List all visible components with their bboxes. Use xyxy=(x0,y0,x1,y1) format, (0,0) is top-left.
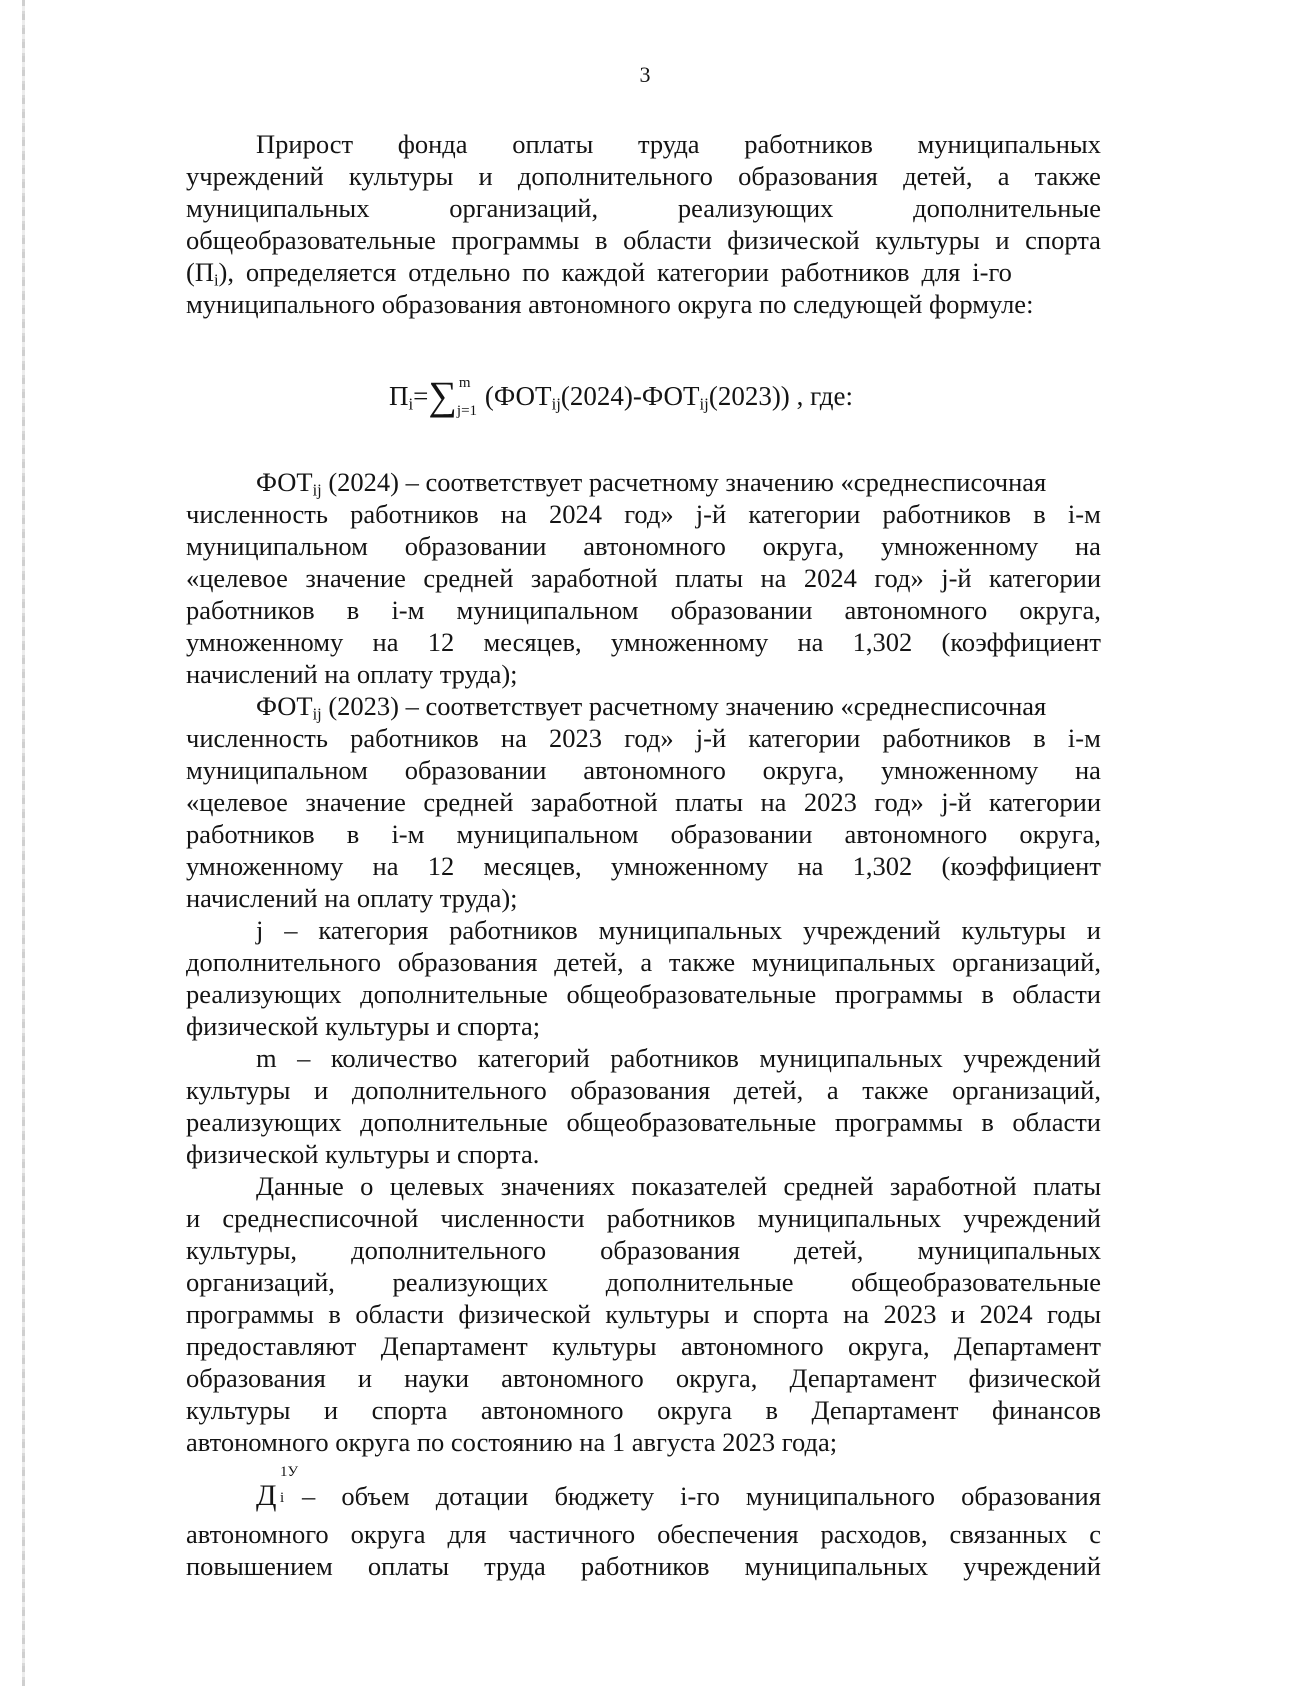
word: округа xyxy=(657,1395,732,1425)
word: образования xyxy=(738,161,878,191)
word: «целевое xyxy=(186,563,288,593)
def-m-line-3 xyxy=(186,1106,1101,1138)
word: 12 xyxy=(427,627,455,657)
data-para-line-7 xyxy=(186,1362,1101,1394)
word: 2024 xyxy=(803,563,857,593)
word: также xyxy=(1034,161,1101,191)
word: дополнительного xyxy=(517,161,713,191)
word: в xyxy=(981,1107,994,1137)
word: (коэффициент xyxy=(941,851,1101,881)
def2023-line-6 xyxy=(186,850,1101,882)
word: работников xyxy=(580,1551,710,1581)
word: год» xyxy=(624,499,674,529)
def-j-line-3 xyxy=(186,978,1101,1010)
word: культуры, xyxy=(186,1235,298,1265)
word: муниципальных xyxy=(598,915,783,945)
formula-close: (2023)) xyxy=(708,381,790,411)
word: муниципальных xyxy=(751,947,936,977)
word: реализующих xyxy=(392,1267,549,1297)
word: реализующих xyxy=(677,193,834,223)
word: муниципальном xyxy=(186,755,368,785)
word: умноженному xyxy=(880,531,1039,561)
word: и xyxy=(724,1299,739,1329)
word: муниципальном xyxy=(186,531,368,561)
formula-fot-2: (2024)-ФОТ xyxy=(560,381,700,411)
word: и xyxy=(1086,915,1101,945)
word: муниципальном xyxy=(456,595,639,625)
def2024-line-7: начислений на оплату труда); xyxy=(186,659,518,689)
word: муниципальных xyxy=(186,193,370,223)
word: годы xyxy=(1047,1299,1101,1329)
word: автономного xyxy=(844,595,988,625)
word: работников xyxy=(882,723,1012,753)
word: и xyxy=(357,1363,373,1393)
word: на xyxy=(1075,531,1101,561)
word: 2023 xyxy=(883,1299,937,1329)
word: культуры xyxy=(186,1395,291,1425)
word: программы xyxy=(451,225,580,255)
word: и xyxy=(314,1075,329,1105)
word: год» xyxy=(624,723,674,753)
word: 2023 xyxy=(803,787,857,817)
word: автономного xyxy=(583,531,726,561)
word: категории xyxy=(989,787,1101,817)
word: на xyxy=(760,787,787,817)
word: науки xyxy=(404,1363,470,1393)
word: в xyxy=(346,595,360,625)
def-d-line-1 xyxy=(256,1464,1101,1516)
word: округа xyxy=(350,1519,426,1549)
word: образования xyxy=(570,1075,711,1105)
word: 12 xyxy=(427,851,455,881)
def2024-line-5 xyxy=(186,594,1101,626)
def2024-line-3 xyxy=(186,530,1101,562)
page-number: 3 xyxy=(639,62,651,87)
word: численность xyxy=(186,499,328,529)
word: реализующих xyxy=(186,1107,342,1137)
data-para-line-6 xyxy=(186,1330,1101,1362)
word: образовании xyxy=(404,531,547,561)
word: физической xyxy=(727,225,860,255)
word: дополнительного xyxy=(351,1075,547,1105)
word: оплаты xyxy=(512,129,594,159)
word: i-м xyxy=(1067,499,1101,529)
word: культуры xyxy=(961,915,1066,945)
word: в xyxy=(765,1395,778,1425)
word: платы xyxy=(675,787,743,817)
word: образовании xyxy=(670,819,813,849)
pi-subscript: i xyxy=(213,270,219,290)
word: также xyxy=(862,1075,929,1105)
word: предоставляют xyxy=(186,1331,357,1361)
word: автономного xyxy=(680,1331,824,1361)
pi-symbol: (П xyxy=(186,257,214,287)
word: «целевое xyxy=(186,787,288,817)
word: учреждений xyxy=(802,915,941,945)
word: учреждений xyxy=(963,1551,1101,1581)
word: образовании xyxy=(670,595,813,625)
sum-lower-limit: j=1 xyxy=(456,403,478,419)
def-d-line-3 xyxy=(186,1550,1101,1582)
word: 2024 xyxy=(979,1299,1033,1329)
fot-subscript: ij xyxy=(312,704,322,724)
word: работников xyxy=(186,595,315,625)
word: средней xyxy=(423,563,514,593)
def2023-line-2 xyxy=(186,722,1101,754)
word: Департамент xyxy=(811,1395,959,1425)
word: категории xyxy=(748,499,861,529)
word: детей, xyxy=(733,1075,804,1105)
word: физической xyxy=(458,1299,591,1329)
word: j xyxy=(256,915,264,945)
word: (коэффициент xyxy=(941,627,1101,657)
word: работников xyxy=(882,499,1012,529)
word: детей, xyxy=(554,947,624,977)
word: дополнительные xyxy=(360,979,548,1009)
def2023-line-1-text: (2023) – соответствует расчетному значению «среднесписочная xyxy=(321,691,1047,721)
word: финансов xyxy=(991,1395,1101,1425)
word: фонда xyxy=(397,129,468,159)
word: Департамент xyxy=(954,1331,1101,1361)
word: умноженному xyxy=(610,627,769,657)
formula xyxy=(389,368,949,424)
formula-lhs-subscript: i xyxy=(408,394,414,414)
word: месяцев, xyxy=(483,627,582,657)
def2024-line-6 xyxy=(186,626,1101,658)
word: в xyxy=(981,979,994,1009)
formula-fot-1: (ФОТ xyxy=(484,381,552,411)
def-m-line-1 xyxy=(256,1042,1101,1074)
scan-edge-artifact xyxy=(22,0,25,1686)
word: на xyxy=(797,627,824,657)
data-para-line-5 xyxy=(186,1298,1101,1330)
word: культуры xyxy=(348,161,454,191)
word: детей, xyxy=(903,161,973,191)
word: реализующих xyxy=(186,979,342,1009)
word: бюджету xyxy=(554,1481,655,1511)
word: спорта xyxy=(371,1395,448,1425)
def-j-line-4: физической культуры и спорта; xyxy=(186,1011,541,1041)
word: обеспечения xyxy=(657,1519,799,1549)
word: повышением xyxy=(186,1551,333,1581)
word: в xyxy=(1033,499,1046,529)
word: культуры xyxy=(186,1075,291,1105)
word: области xyxy=(1012,979,1101,1009)
word: i-м xyxy=(391,819,425,849)
word: образования xyxy=(961,1481,1101,1511)
word: а xyxy=(640,947,653,977)
word: i-м xyxy=(1067,723,1101,753)
word: и xyxy=(478,161,493,191)
word: муниципальных xyxy=(759,1043,943,1073)
dotation-letter: Д xyxy=(256,1479,277,1512)
word: работников xyxy=(610,1043,739,1073)
word: труда xyxy=(637,129,700,159)
word: средней xyxy=(783,1171,874,1201)
word: общеобразовательные xyxy=(186,225,436,255)
para1-line-2 xyxy=(186,160,1101,192)
word: 2024 xyxy=(549,499,603,529)
word: j-й xyxy=(695,499,727,529)
word: категории xyxy=(748,723,861,753)
word: платы xyxy=(1033,1171,1101,1201)
word: – xyxy=(284,915,298,945)
sum-limits xyxy=(457,377,483,417)
word: дополнительные xyxy=(360,1107,548,1137)
word: детей, xyxy=(794,1235,864,1265)
word: образовании xyxy=(404,755,547,785)
para1-line-5 xyxy=(186,256,1101,288)
word: показателей xyxy=(631,1171,768,1201)
word: округа, xyxy=(1019,819,1101,849)
word: категорий xyxy=(477,1043,590,1073)
word: и xyxy=(186,1203,201,1233)
word: m xyxy=(256,1043,277,1073)
word: работников xyxy=(606,1203,736,1233)
word: на xyxy=(372,627,399,657)
word: учреждений xyxy=(963,1203,1101,1233)
word: работников xyxy=(350,499,479,529)
def-d-line-1-text xyxy=(302,1476,1101,1516)
data-para-line-3 xyxy=(186,1234,1101,1266)
formula-subscript-ij-2: ij xyxy=(699,394,709,414)
word: численности xyxy=(440,1203,585,1233)
word: i-м xyxy=(391,595,425,625)
word: округа, xyxy=(762,755,845,785)
word: культуры xyxy=(605,1299,710,1329)
word: расходов, xyxy=(820,1519,928,1549)
word: значениях xyxy=(500,1171,615,1201)
word: работников xyxy=(744,129,873,159)
fot-symbol: ФОТ xyxy=(256,691,313,721)
word: j-й xyxy=(941,787,972,817)
word: спорта xyxy=(752,1299,829,1329)
word: на xyxy=(843,1299,870,1329)
word: Данные xyxy=(256,1171,344,1201)
word: частичного xyxy=(508,1519,636,1549)
word: и xyxy=(995,225,1010,255)
word: на xyxy=(1075,755,1101,785)
word: на xyxy=(500,499,527,529)
word: о xyxy=(360,1171,374,1201)
def-j-line-2 xyxy=(186,946,1101,978)
word: на xyxy=(372,851,399,881)
word: а xyxy=(826,1075,839,1105)
word: дополнительного xyxy=(351,1235,547,1265)
para1-line-5-text: ), определяется отдельно по каждой категории работников для i-го xyxy=(218,257,1012,287)
word: в xyxy=(346,819,360,849)
def2024-line-1 xyxy=(256,466,1101,498)
word: целевых xyxy=(389,1171,485,1201)
word: учреждений xyxy=(186,161,324,191)
data-para-line-1 xyxy=(256,1170,1101,1202)
word: спорта xyxy=(1025,225,1101,255)
word: области xyxy=(623,225,712,255)
word: значение xyxy=(305,563,406,593)
word: дотации xyxy=(435,1481,529,1511)
word: муниципального xyxy=(745,1481,936,1511)
word: организаций, xyxy=(952,1075,1101,1105)
word: i-го xyxy=(680,1481,720,1511)
word: год» xyxy=(874,563,924,593)
word: автономного xyxy=(480,1395,624,1425)
def2023-line-3 xyxy=(186,754,1101,786)
formula-where: , где: xyxy=(789,381,854,411)
word: на xyxy=(760,563,787,593)
word: округа, xyxy=(762,531,845,561)
def2024-line-2 xyxy=(186,498,1101,530)
word: объем xyxy=(341,1481,410,1511)
sum-sign: ∑ xyxy=(428,373,457,418)
word: умноженному xyxy=(186,851,344,881)
def-j-line-1 xyxy=(256,914,1101,946)
def2023-line-5 xyxy=(186,818,1101,850)
word: j-й xyxy=(695,723,727,753)
word: а xyxy=(997,161,1010,191)
word: дополнительного xyxy=(186,947,381,977)
word: в xyxy=(594,225,608,255)
word: в xyxy=(328,1299,341,1329)
word: заработной xyxy=(530,787,658,817)
word: области xyxy=(1012,1107,1101,1137)
word: среднесписочной xyxy=(222,1203,419,1233)
word: автономного xyxy=(186,1519,329,1549)
word: месяцев, xyxy=(483,851,582,881)
word: количество xyxy=(330,1043,458,1073)
word: автономного xyxy=(583,755,726,785)
word: дополнительные xyxy=(913,193,1101,223)
data-para-line-8 xyxy=(186,1394,1101,1426)
word: округа, xyxy=(848,1331,930,1361)
formula-subscript-ij-1: ij xyxy=(551,394,561,414)
para1-line-6: муниципального образования автономного округа по следующей формуле: xyxy=(186,289,1034,319)
def-m-line-4: физической культуры и спорта. xyxy=(186,1139,540,1169)
data-para-line-2 xyxy=(186,1202,1101,1234)
word: и xyxy=(950,1299,966,1329)
word: 2023 xyxy=(549,723,603,753)
word: труда xyxy=(484,1551,546,1581)
word: категория xyxy=(318,915,429,945)
word: муниципальных xyxy=(757,1203,942,1233)
word: – xyxy=(302,1481,316,1511)
word: связанных xyxy=(949,1519,1068,1549)
dotation-symbol xyxy=(256,1464,302,1516)
word: культуры xyxy=(875,225,980,255)
word: общеобразовательные xyxy=(851,1267,1101,1297)
word: работников xyxy=(449,915,578,945)
word: численность xyxy=(186,723,328,753)
word: умноженному xyxy=(610,851,769,881)
word: организаций, xyxy=(186,1267,335,1297)
word: умноженному xyxy=(186,627,344,657)
word: также xyxy=(668,947,736,977)
word: – xyxy=(297,1043,311,1073)
para1-line-1 xyxy=(256,128,1101,160)
word: оплаты xyxy=(367,1551,450,1581)
word: муниципальном xyxy=(456,819,639,849)
word: Прирост xyxy=(256,129,354,159)
word: j-й xyxy=(941,563,972,593)
fot-subscript: ij xyxy=(312,480,322,500)
def-d-line-2 xyxy=(186,1518,1101,1550)
word: образования xyxy=(397,947,538,977)
word: организаций, xyxy=(952,947,1101,977)
word: муниципальных xyxy=(744,1551,929,1581)
word: 1,302 xyxy=(852,851,913,881)
word: работников xyxy=(186,819,315,849)
word: области xyxy=(355,1299,444,1329)
data-para-line-4 xyxy=(186,1266,1101,1298)
word: автономного xyxy=(844,819,988,849)
word: год» xyxy=(874,787,924,817)
def2024-line-1-text: (2024) – соответствует расчетному значению «среднесписочная xyxy=(321,467,1047,497)
para1-line-3 xyxy=(186,192,1101,224)
word: общеобразовательные xyxy=(566,979,817,1009)
def2023-line-1 xyxy=(256,690,1101,722)
word: физической xyxy=(968,1363,1101,1393)
formula-equals: = xyxy=(413,381,429,411)
word: программы xyxy=(834,979,963,1009)
word: автономного xyxy=(501,1363,644,1393)
formula-lhs: П xyxy=(389,381,409,411)
word: средней xyxy=(423,787,514,817)
word: программы xyxy=(834,1107,963,1137)
word: на xyxy=(797,851,824,881)
word: значение xyxy=(305,787,406,817)
word: дополнительные xyxy=(605,1267,794,1297)
para1-line-4 xyxy=(186,224,1101,256)
dotation-superscript: 1У xyxy=(280,1464,299,1480)
word: Департамент xyxy=(789,1363,937,1393)
word: платы xyxy=(675,563,743,593)
word: и xyxy=(323,1395,339,1425)
word: заработной xyxy=(530,563,658,593)
word: образования xyxy=(186,1363,326,1393)
def2023-line-4 xyxy=(186,786,1101,818)
data-para-line-9: автономного округа по состоянию на 1 августа 2023 года; xyxy=(186,1427,838,1457)
dotation-subscript: i xyxy=(280,1490,285,1506)
word: культуры xyxy=(552,1331,657,1361)
word: для xyxy=(447,1519,487,1549)
word: Департамент xyxy=(380,1331,528,1361)
word: муниципальных xyxy=(917,1235,1101,1265)
def-m-line-2 xyxy=(186,1074,1101,1106)
word: заработной xyxy=(889,1171,1017,1201)
word: округа, xyxy=(1019,595,1101,625)
word: учреждений xyxy=(963,1043,1101,1073)
word: работников xyxy=(350,723,479,753)
fot-symbol: ФОТ xyxy=(256,467,313,497)
word: умноженному xyxy=(880,755,1039,785)
sum-upper-limit: m xyxy=(458,375,471,391)
word: в xyxy=(1033,723,1046,753)
word: округа, xyxy=(675,1363,758,1393)
word: категории xyxy=(989,563,1101,593)
def2023-line-7: начислений на оплату труда); xyxy=(186,883,518,913)
word: муниципальных xyxy=(917,129,1101,159)
def2024-line-4 xyxy=(186,562,1101,594)
word: образования xyxy=(600,1235,740,1265)
word: с xyxy=(1089,1519,1101,1549)
word: общеобразовательные xyxy=(566,1107,817,1137)
word: организаций, xyxy=(449,193,599,223)
word: программы xyxy=(186,1299,314,1329)
word: 1,302 xyxy=(852,627,913,657)
word: на xyxy=(500,723,527,753)
